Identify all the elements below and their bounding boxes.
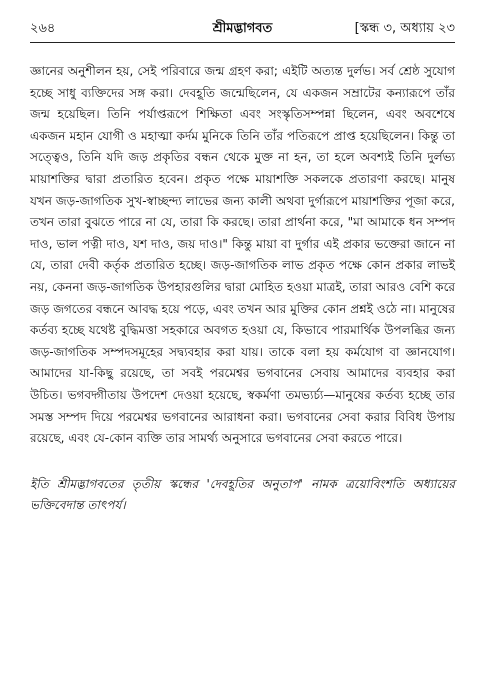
- page-header: [30, 18, 455, 43]
- book-page: [30, 18, 455, 529]
- chapter-closing-note: ইতি শ্রীমদ্ভাগবতের তৃতীয় স্কন্ধের 'দেবহূতির অনুতাপ' নামক ত্রয়োবিংশতি অধ্যায়ের ভক্তিবেদান্ত তাৎপর্য।: [30, 476, 455, 513]
- page-number: ২৬৪: [30, 21, 56, 36]
- chapter-reference: [স্কন্ধ ৩, অধ্যায় ২৩: [354, 21, 455, 36]
- book-title: শ্রীমদ্ভাগবত: [212, 21, 273, 36]
- purport-paragraph: জ্ঞানের অনুশীলন হয়, সেই পরিবারে জন্ম গ্রহণ করা; এইটি অত্যন্ত দুর্লভ। সর্ব শ্রেষ্ঠ সুযোগ হচ্ছে সাধু ব্যক্তিদের সঙ্গ করা। দেবহূতি জন্মেছিলেন, যে একজন সম্রাটের কন্যারূপে তাঁর জন্ম হয়েছিল। তিনি পর্যাপ্তরূপে শিক্ষিতা এবং সংস্কৃতিসম্পন্না ছিলেন, এবং অবশেষে একজন মহান যোগী ও মহাত্মা কর্দম মুনিকে তিনি তাঁর পতিরূপে প্রাপ্ত হয়েছিলেন। কিন্তু তা সত্ত্বেও, তিনি যদি জড় প্রকৃতির বন্ধন থেকে মুক্ত না হন, তা হলে অবশ্যই তিনি দুর্লভ্য মায়াশক্তির দ্বারা প্রতারিত হবেন। প্রকৃত পক্ষে মায়াশক্তি সকলকে প্রতারণা করছে। মানুষ যখন জড়-জাগতিক সুখ-স্বাচ্ছন্দ্য লাভের জন্য কালী অথবা দুর্গারূপে মায়াশক্তির পূজা করে, তখন তারা বুঝতে পারে না যে, তারা কি করছে। তারা প্রার্থনা করে, "মা আমাকে ধন সম্পদ দাও, ভাল পত্নী দাও, যশ দাও, জয় দাও।" কিন্তু মায়া বা দুর্গার এই প্রকার ভক্তেরা জানে না যে, তারা দেবী কর্তৃক প্রতারিত হচ্ছে। জড়-জাগতিক লাভ প্রকৃত পক্ষে কোন প্রকার লাভই নয়, কেননা জড়-জাগতিক উপহারগুলির দ্বারা মোহিত হওয়া মাত্রই, তারা আরও বেশি করে জড় জগতের বন্ধনে আবদ্ধ হয়ে পড়ে, এবং তখন আর মুক্তির কোন প্রশ্নই ওঠে না। মানুষের কর্তব্য হচ্ছে যথেষ্ট বুদ্ধিমত্তা সহকারে অবগত হওয়া যে, কিভাবে পারমার্থিক উপলব্ধির জন্য জড়-জাগতিক সম্পদসমূহের সদ্ব্যবহার করা যায়। তাকে বলা হয় কর্মযোগ বা জ্ঞানযোগ। আমাদের যা-কিছু রয়েছে, তা সবই পরমেশ্বর ভগবানের সেবায় আমাদের ব্যবহার করা উচিত। ভগবদ্গীতায় উপদেশ দেওয়া হয়েছে, স্বকর্মণা তমভ্যর্চ্য—মানুষের কর্তব্য হচ্ছে তার সমস্ত সম্পদ দিয়ে পরমেশ্বর ভগবানের আরাধনা করা। ভগবানের সেবা করার বিবিধ উপায় রয়েছে, এবং যে-কোন ব্যক্তি তার সামর্থ্য অনুসারে ভগবানের সেবা করতে পারে।: [30, 64, 455, 446]
